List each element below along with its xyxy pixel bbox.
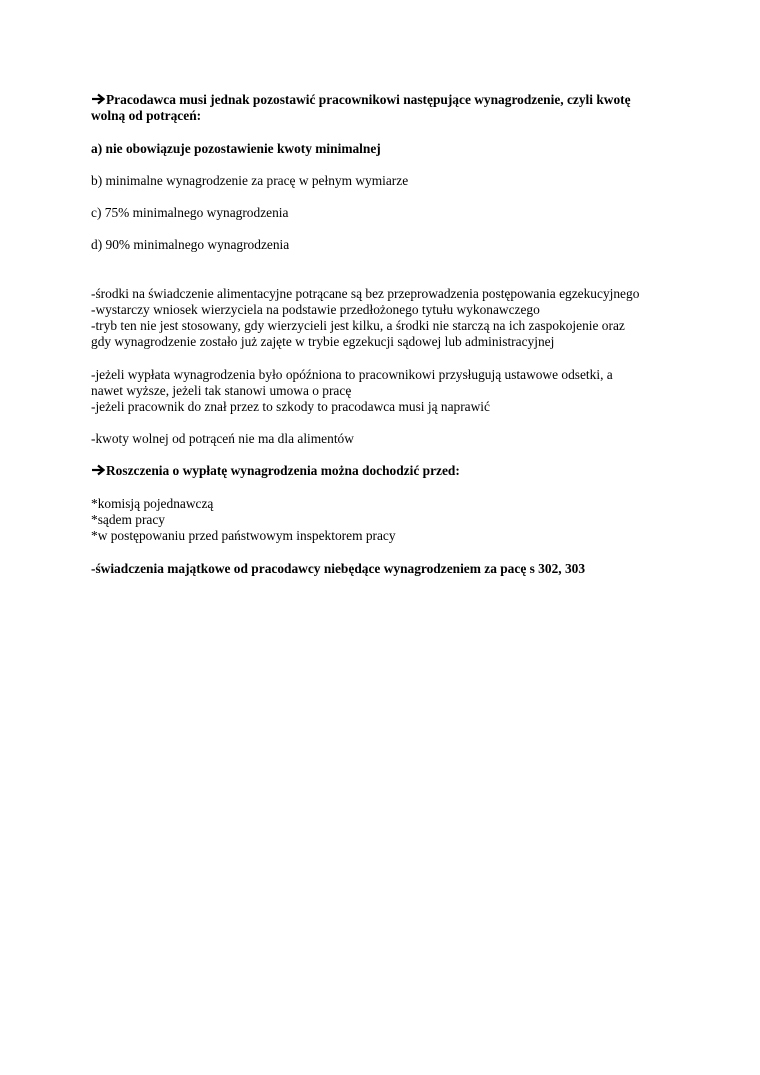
heading-text: Roszczenia o wypłatę wynagrodzenia można dochodzić przed: bbox=[106, 463, 460, 478]
paragraph-delay-line2: nawet wyższe, jeżeli tak stanowi umowa o pracę bbox=[91, 383, 352, 398]
list-item-labour-court: *sądem pracy bbox=[91, 512, 165, 527]
option-d: d) 90% minimalnego wynagrodzenia bbox=[91, 237, 290, 252]
heading-wage-claims bbox=[91, 463, 460, 479]
right-arrow-icon bbox=[91, 464, 105, 476]
paragraph-alimony-line2: -wystarczy wniosek wierzyciela na podstawie przedłożonego tytułu wykonawczego bbox=[91, 302, 540, 317]
option-a: a) nie obowiązuje pozostawienie kwoty minimalnej bbox=[91, 141, 381, 156]
heading-wage-free-amount-line2: wolną od potrąceń: bbox=[91, 108, 202, 123]
paragraph-alimony-free-amount: -kwoty wolnej od potrąceń nie ma dla alimentów bbox=[91, 431, 354, 446]
list-item-commission: *komisją pojednawczą bbox=[91, 496, 214, 511]
paragraph-alimony-line4: gdy wynagrodzenie zostało już zajęte w trybie egzekucji sądowej lub administracyjnej bbox=[91, 334, 555, 349]
list-item-labour-inspector: *w postępowaniu przed państwowym inspektorem pracy bbox=[91, 528, 396, 543]
paragraph-delay-line3: -jeżeli pracownik do znał przez to szkody to pracodawca musi ją naprawić bbox=[91, 399, 490, 414]
paragraph-delay-line1: -jeżeli wypłata wynagrodzenia było opóźniona to pracownikowi przysługują ustawowe odsetki, a bbox=[91, 367, 613, 382]
paragraph-alimony-line3: -tryb ten nie jest stosowany, gdy wierzycieli jest kilku, a środki nie starczą na ich zaspokojenie oraz bbox=[91, 318, 625, 333]
closing-note: -świadczenia majątkowe od pracodawcy niebędące wynagrodzeniem za pacę s 302, 303 bbox=[91, 561, 586, 576]
heading-text: Pracodawca musi jednak pozostawić pracownikowi następujące wynagrodzenie, czyli kwotę bbox=[106, 92, 631, 107]
option-c: c) 75% minimalnego wynagrodzenia bbox=[91, 205, 289, 220]
option-b: b) minimalne wynagrodzenie za pracę w pełnym wymiarze bbox=[91, 173, 409, 188]
heading-wage-free-amount-line1 bbox=[91, 92, 631, 108]
paragraph-alimony-line1: -środki na świadczenie alimentacyjne potrącane są bez przeprowadzenia postępowania egzekucyjnego bbox=[91, 286, 640, 301]
right-arrow-icon bbox=[91, 93, 105, 105]
